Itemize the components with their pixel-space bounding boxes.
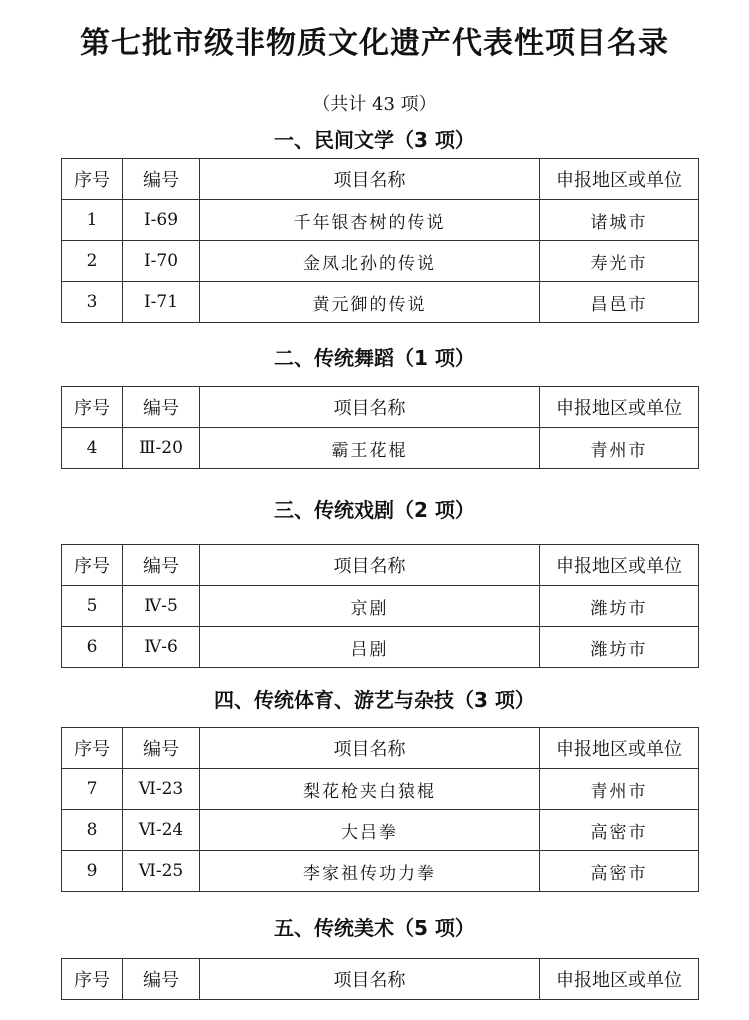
header-code: 编号 <box>123 387 200 428</box>
cell-region: 高密市 <box>540 810 699 851</box>
header-code: 编号 <box>123 728 200 769</box>
header-project-name: 项目名称 <box>200 387 540 428</box>
cell-region: 昌邑市 <box>540 282 699 323</box>
header-serial: 序号 <box>62 159 123 200</box>
cell-serial: 2 <box>62 241 123 282</box>
header-serial: 序号 <box>62 728 123 769</box>
cell-region: 诸城市 <box>540 200 699 241</box>
cell-code: Ⅳ-6 <box>123 627 200 668</box>
section-heading-traditional-drama: 三、传统戏剧（2 项） <box>274 498 475 522</box>
header-region: 申报地区或单位 <box>540 545 699 586</box>
header-project-name: 项目名称 <box>200 728 540 769</box>
section-heading-folk-literature: 一、民间文学（3 项） <box>274 128 475 152</box>
cell-project-name: 金凤北孙的传说 <box>200 241 540 282</box>
section-heading-traditional-art: 五、传统美术（5 项） <box>274 916 475 940</box>
header-project-name: 项目名称 <box>200 159 540 200</box>
header-region: 申报地区或单位 <box>540 959 699 1000</box>
header-code: 编号 <box>123 959 200 1000</box>
header-serial: 序号 <box>62 959 123 1000</box>
cell-project-name: 李家祖传功力拳 <box>200 851 540 892</box>
table-row <box>62 241 699 282</box>
cell-project-name: 京剧 <box>200 586 540 627</box>
table-header-row <box>62 387 699 428</box>
table-header-row <box>62 545 699 586</box>
document-title: 第七批市级非物质文化遗产代表性项目名录 <box>80 26 669 61</box>
table-header-row <box>62 959 699 1000</box>
header-code: 编号 <box>123 545 200 586</box>
cell-code: Ⅳ-5 <box>123 586 200 627</box>
table-header-row <box>62 159 699 200</box>
cell-region: 青州市 <box>540 769 699 810</box>
cell-serial: 4 <box>62 428 123 469</box>
header-region: 申报地区或单位 <box>540 159 699 200</box>
table-row <box>62 769 699 810</box>
cell-serial: 3 <box>62 282 123 323</box>
table-traditional-drama <box>61 544 699 668</box>
header-region: 申报地区或单位 <box>540 728 699 769</box>
section-heading-sports-acrobatics: 四、传统体育、游艺与杂技（3 项） <box>214 688 535 712</box>
table-traditional-dance <box>61 386 699 469</box>
cell-code: Ⅰ-71 <box>123 282 200 323</box>
cell-code: Ⅰ-69 <box>123 200 200 241</box>
table-folk-literature <box>61 158 699 323</box>
table-row <box>62 810 699 851</box>
document-subtitle: （共计 43 项） <box>312 94 437 115</box>
header-project-name: 项目名称 <box>200 545 540 586</box>
cell-region: 高密市 <box>540 851 699 892</box>
table-row <box>62 851 699 892</box>
cell-project-name: 梨花枪夹白猿棍 <box>200 769 540 810</box>
cell-code: Ⅰ-70 <box>123 241 200 282</box>
cell-code: Ⅵ-24 <box>123 810 200 851</box>
table-row <box>62 428 699 469</box>
table-row <box>62 282 699 323</box>
cell-region: 潍坊市 <box>540 627 699 668</box>
table-row <box>62 586 699 627</box>
table-traditional-art <box>61 958 699 1000</box>
cell-serial: 1 <box>62 200 123 241</box>
cell-project-name: 黄元御的传说 <box>200 282 540 323</box>
cell-serial: 6 <box>62 627 123 668</box>
cell-serial: 9 <box>62 851 123 892</box>
cell-code: Ⅵ-25 <box>123 851 200 892</box>
cell-project-name: 霸王花棍 <box>200 428 540 469</box>
cell-serial: 5 <box>62 586 123 627</box>
cell-serial: 8 <box>62 810 123 851</box>
cell-serial: 7 <box>62 769 123 810</box>
cell-project-name: 千年银杏树的传说 <box>200 200 540 241</box>
cell-project-name: 大吕拳 <box>200 810 540 851</box>
table-row <box>62 200 699 241</box>
cell-project-name: 吕剧 <box>200 627 540 668</box>
cell-code: Ⅲ-20 <box>123 428 200 469</box>
cell-region: 寿光市 <box>540 241 699 282</box>
header-serial: 序号 <box>62 387 123 428</box>
header-serial: 序号 <box>62 545 123 586</box>
cell-region: 潍坊市 <box>540 586 699 627</box>
table-header-row <box>62 728 699 769</box>
header-project-name: 项目名称 <box>200 959 540 1000</box>
table-sports-acrobatics <box>61 727 699 892</box>
header-code: 编号 <box>123 159 200 200</box>
cell-region: 青州市 <box>540 428 699 469</box>
section-heading-traditional-dance: 二、传统舞蹈（1 项） <box>274 346 475 370</box>
cell-code: Ⅵ-23 <box>123 769 200 810</box>
table-row <box>62 627 699 668</box>
header-region: 申报地区或单位 <box>540 387 699 428</box>
